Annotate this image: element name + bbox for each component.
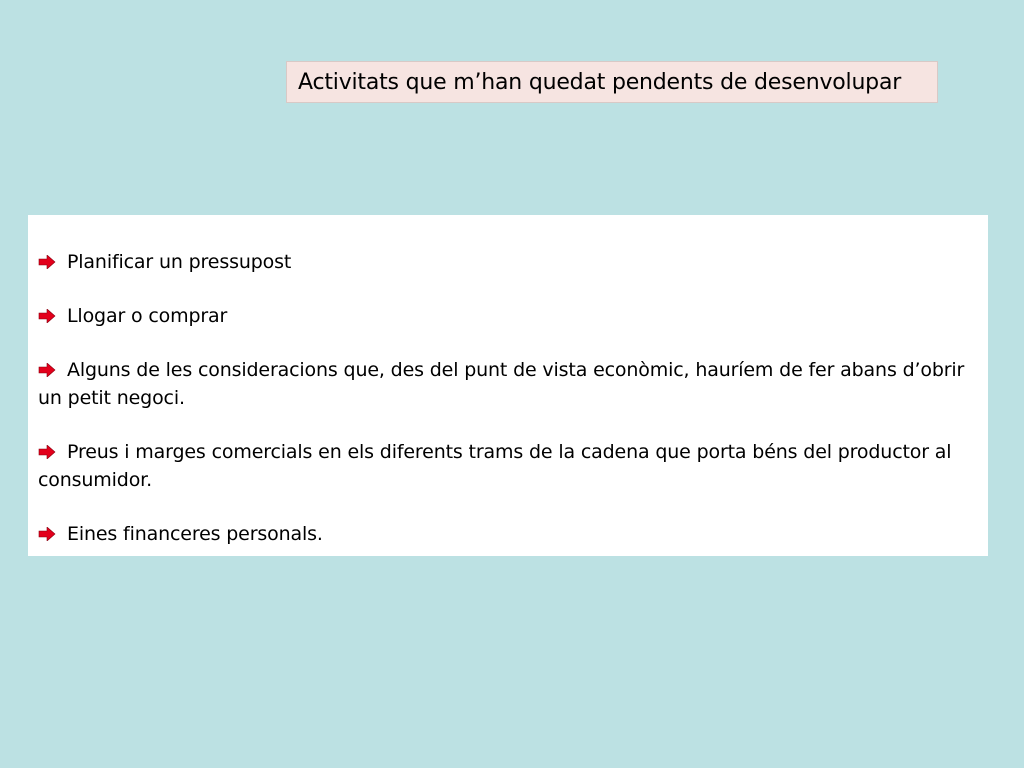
content-box <box>28 215 988 556</box>
slide-title: Activitats que m’han quedat pendents de desenvolupar <box>298 69 902 95</box>
list-item <box>38 356 978 412</box>
list-item-text: Eines financeres personals. <box>67 523 323 545</box>
list-item-text: Alguns de les consideracions que, des del punt de vista econòmic, hauríem de fer abans d’obrir un petit negoci. <box>38 359 965 409</box>
list-item <box>38 302 978 330</box>
list-item <box>38 438 978 494</box>
list-item-text: Llogar o comprar <box>67 305 228 327</box>
list-item-text: Planificar un pressupost <box>67 251 292 273</box>
list-item <box>38 248 978 276</box>
red-arrow-icon <box>38 309 56 323</box>
list-item-text: Preus i marges comercials en els diferents trams de la cadena que porta béns del productor al consumidor. <box>38 441 952 491</box>
red-arrow-icon <box>38 255 56 269</box>
red-arrow-icon <box>38 527 56 541</box>
list-item <box>38 520 978 548</box>
title-box <box>286 61 938 103</box>
red-arrow-icon <box>38 445 56 459</box>
red-arrow-icon <box>38 363 56 377</box>
